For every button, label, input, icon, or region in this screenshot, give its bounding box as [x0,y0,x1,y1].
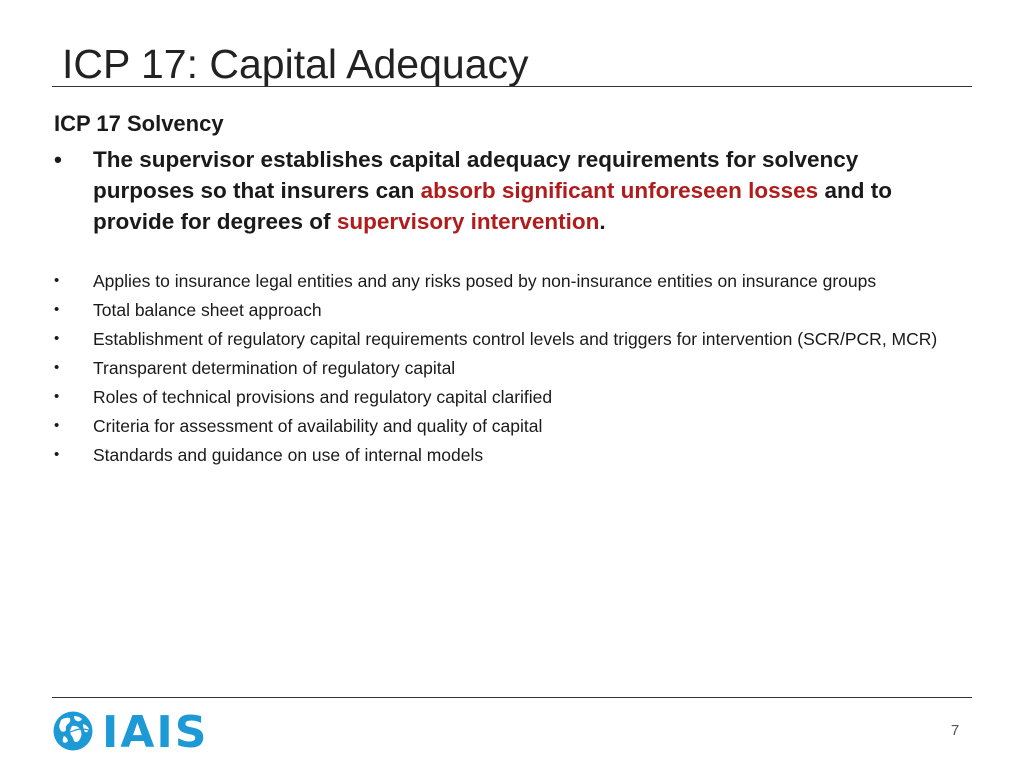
bullet-symbol: • [54,359,60,376]
page-number: 7 [950,722,960,739]
slide-subtitle: ICP 17 Solvency [54,111,224,136]
bullet-symbol: • [54,301,60,318]
main-bullet-text [93,144,964,237]
main-bullet [54,144,964,237]
bullet-symbol: • [54,272,60,289]
list-item-text: Criteria for assessment of availability and quality of capital [93,416,543,436]
globe-icon [52,710,94,757]
list-item [54,414,954,438]
title-divider [52,86,972,87]
bullet-symbol: • [54,446,60,463]
slide-title: ICP 17: Capital Adequacy [62,41,529,87]
list-item [54,443,954,467]
bullet-symbol: • [54,147,62,172]
list-item [54,356,954,380]
list-item-text: Roles of technical provisions and regulatory capital clarified [93,387,553,407]
iais-logo [52,707,209,758]
footer-divider [52,697,972,698]
bullet-symbol: • [54,417,60,434]
bullet-symbol: • [54,330,60,347]
main-bullet-text-part-2: and to provide for degrees of [93,178,892,234]
highlight-absorb-losses: absorb significant unforeseen losses [420,178,819,203]
bullet-list [54,269,954,472]
logo-text: IAIS [102,707,209,758]
list-item-text: Applies to insurance legal entities and any risks posed by non-insurance entities on insurance groups [93,271,877,291]
bullet-symbol: • [54,388,60,405]
list-item-text: Establishment of regulatory capital requirements control levels and triggers for intervention (SCR/PCR, MCR) [93,329,938,349]
list-item [54,327,954,351]
list-item [54,385,954,409]
list-item-text: Total balance sheet approach [93,300,322,320]
list-item-text: Standards and guidance on use of internal models [93,445,484,465]
main-bullet-text-part-3: . [599,209,606,234]
list-item [54,269,954,293]
main-bullet-text-part-1: The supervisor establishes capital adequacy requirements for solvency purposes so that insurers can [93,147,859,203]
highlight-supervisory-intervention: supervisory intervention [336,209,600,234]
list-item-text: Transparent determination of regulatory capital [93,358,456,378]
list-item [54,298,954,322]
